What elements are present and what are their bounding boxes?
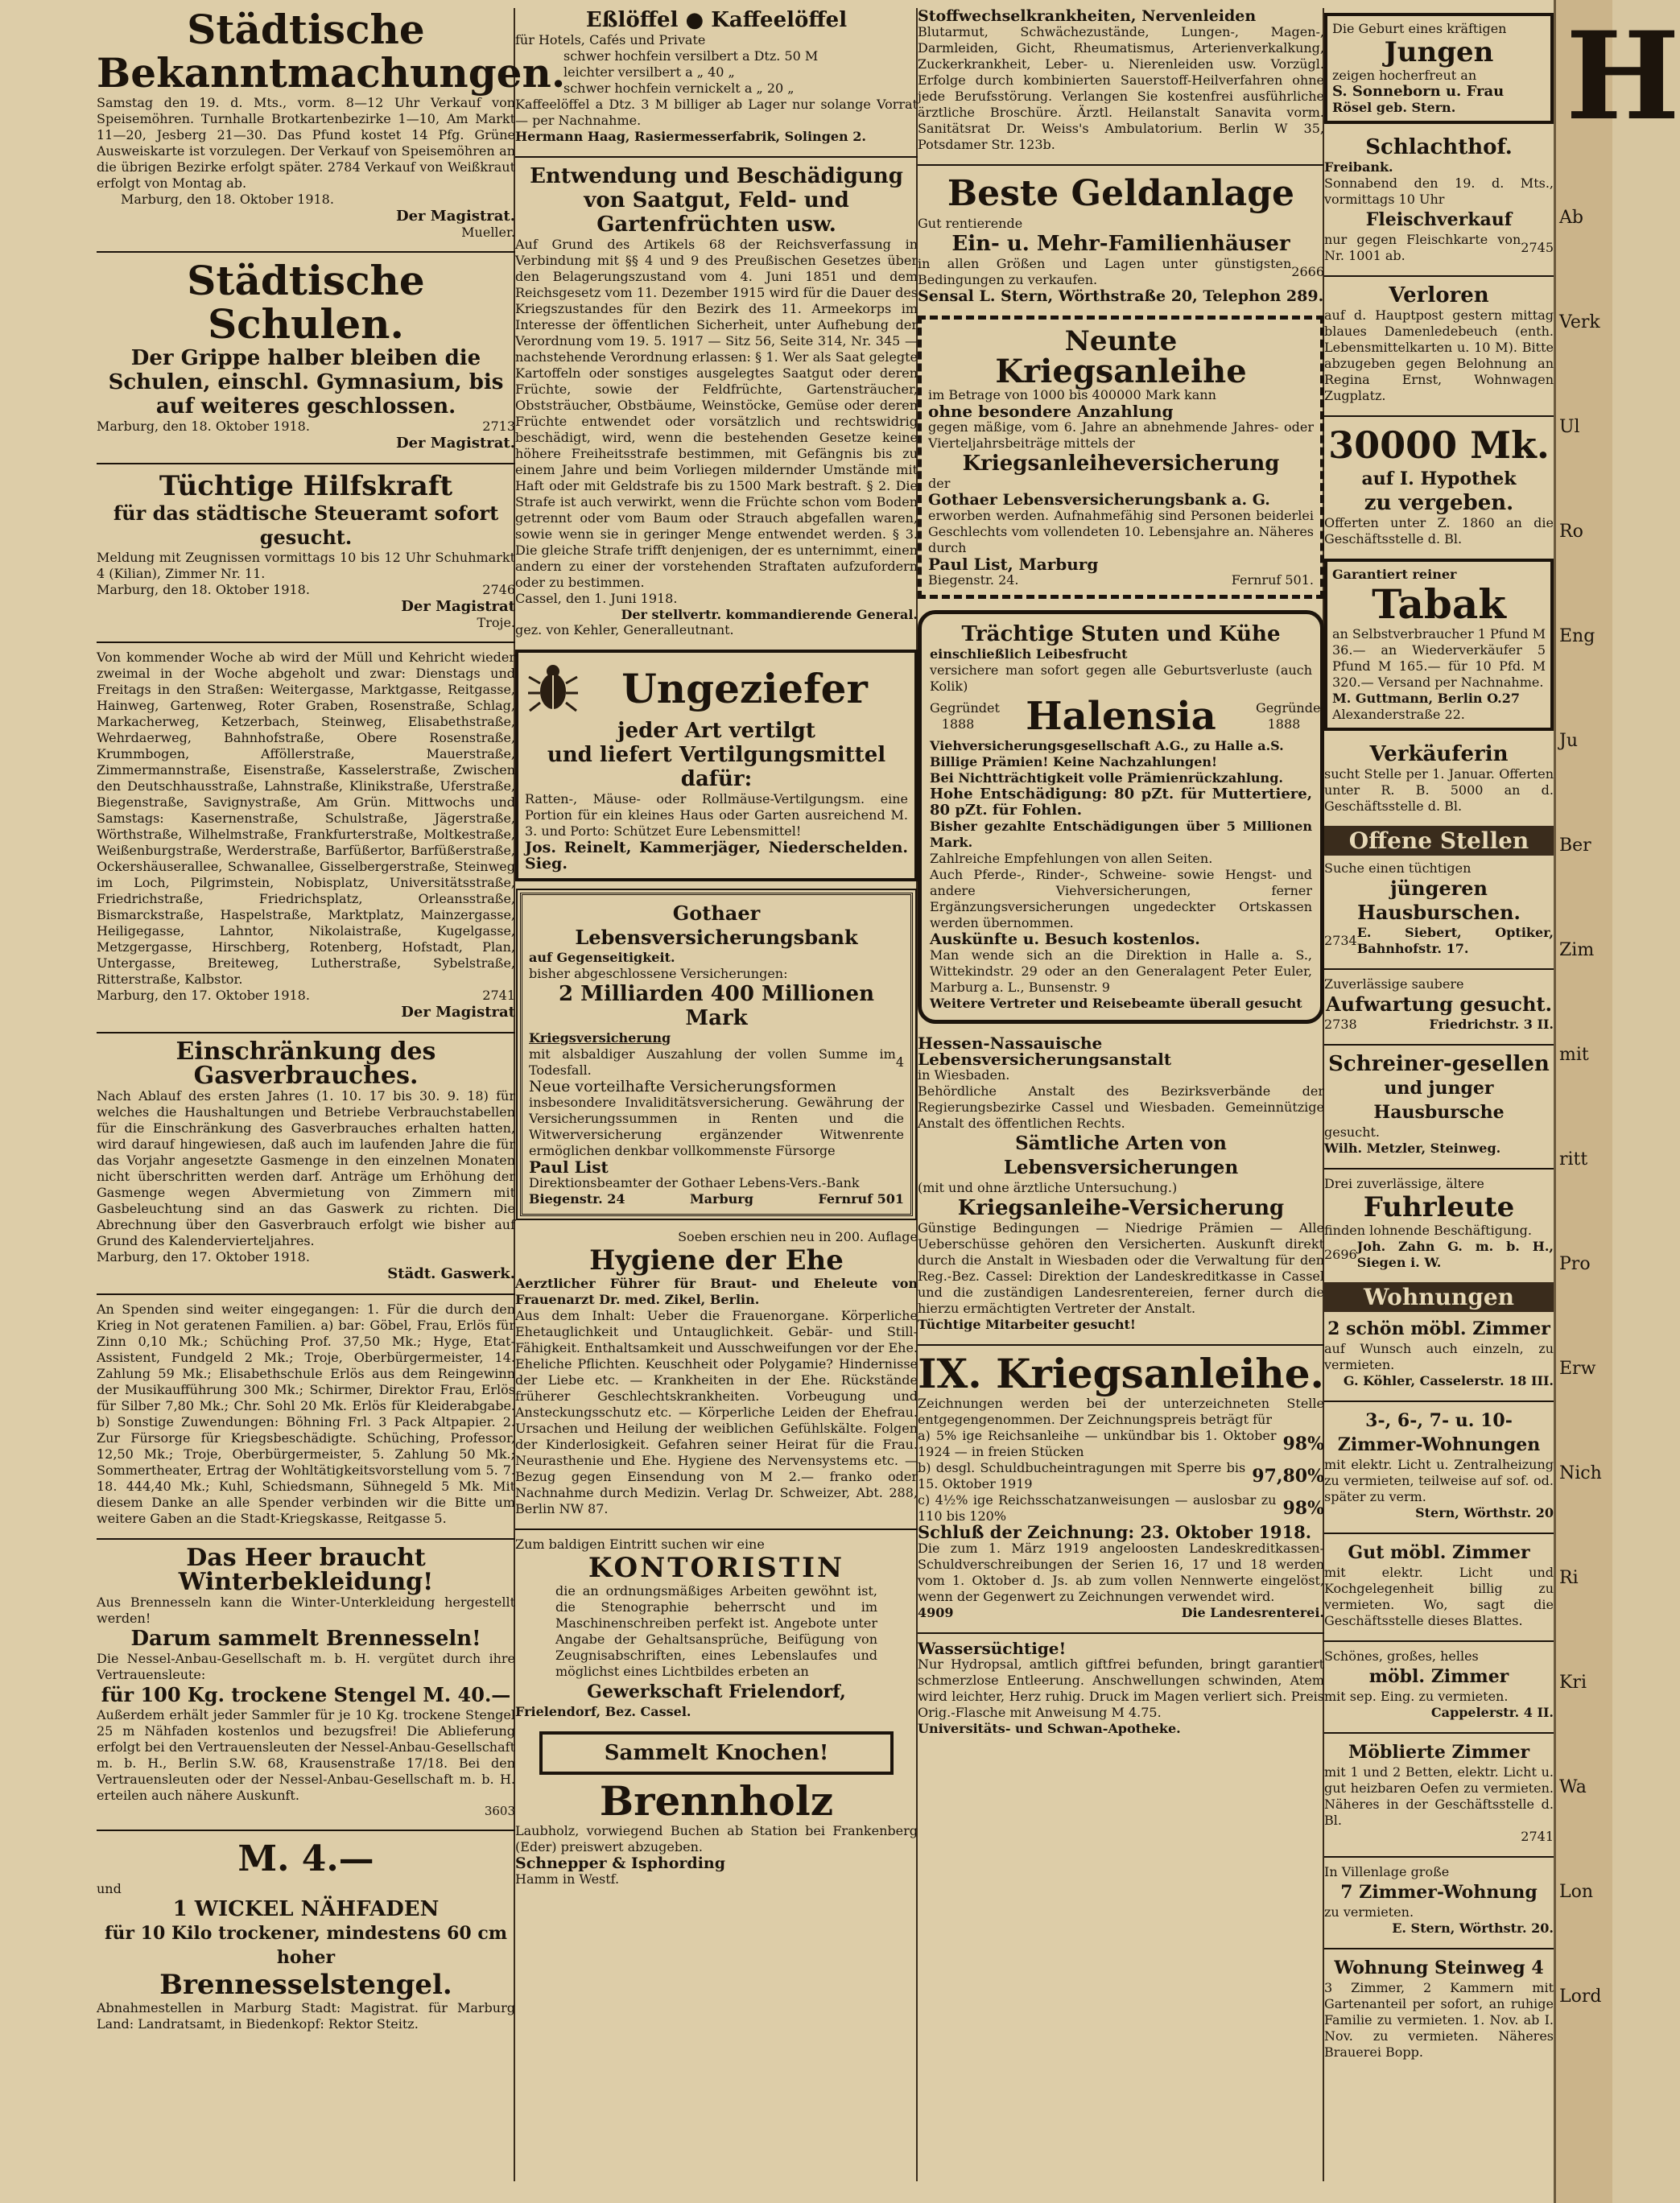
ad-number: 4909 <box>918 1605 954 1620</box>
notice-staedtische-schulen <box>97 259 515 452</box>
agent-title: Direktionsbeamter der Gothaer Lebens-Vers.-Bank <box>529 1175 860 1190</box>
ad-title: möbl. Zimmer <box>1368 1666 1509 1687</box>
ad-body: mit elektr. Licht u. Zentralheizung zu vermieten, teilweise auf sof. od. später zu verm. <box>1324 1457 1554 1504</box>
signature-name: gez. von Kehler, Generalleutnant. <box>515 622 734 637</box>
ad-zimmer-4 <box>1324 1648 1554 1721</box>
ad-title-3: Kriegsanleiheversicherung <box>962 452 1280 476</box>
company-name: Halensia <box>1026 694 1216 739</box>
column-1 <box>97 6 566 2044</box>
notice-subtitle: Der Grippe halber bleiben die Schulen, einschl. Gymnasium, bis auf weiteres geschlossen. <box>108 346 504 419</box>
ad-firm: Joh. Zahn G. m. b. H., Siegen i. W. <box>1356 1239 1554 1270</box>
ad-title: Jungen <box>1384 36 1494 68</box>
ad-body: Ratten-, Mäuse- oder Rollmäuse-Vertilgungsm. eine Portion für ein kleines Haus oder Garten ausreichend M. 3. und Porto: Schützet Eure Lebensmittel! <box>525 791 908 839</box>
ad-names: S. Sonneborn u. Frau <box>1332 83 1505 100</box>
ad-stoffwechsel <box>918 8 1324 153</box>
notice-body: Nach Ablauf des ersten Jahres (1. 10. 17 bis 30. 9. 18) für welches die Haushaltungen und Betriebe Verbrauchstabellen für die Einschränkung des Gasverbrauches erhalten hatten, wird darauf hingewiesen, daß auch im laufenden Jahre die für das Vorjahr angesetzte Gasmenge in den einzelnen Monaten nicht überschritten werden darf. Anträge um Erhöhung der Gasmenge wegen Abvermietung von Zimmern mit Gasbeleuchtung sind an das Gaswerk zu richten. Die Abrechnung über den Gasverbrauch erfolgt wie bisher auf Grund des Kalendervierteljahres. <box>97 1088 515 1248</box>
ad-number: 2666 <box>1291 264 1324 279</box>
ad-title: Aufwartung gesucht. <box>1326 992 1552 1016</box>
divider <box>1324 1401 1554 1402</box>
divider <box>1324 1168 1554 1170</box>
rate-value: 98% <box>1282 1498 1324 1519</box>
ad-firm: E. Siebert, Optiker, Bahnhofstr. 17. <box>1356 925 1554 956</box>
notice-body: Meldung mit Zeugnissen vormittags 10 bis 12 Uhr Schuhmarkt 4 (Kilian), Zimmer Nr. 11. <box>97 550 515 581</box>
adjacent-page-fragment: Pro <box>1559 1254 1591 1274</box>
place-date: Marburg, den 17. Oktober 1918. <box>97 988 310 1003</box>
divider <box>97 1293 515 1295</box>
ad-line: Hohe Entschädigung: 80 pZt. für Muttertiere, 80 pZt. für Fohlen. <box>930 786 1312 819</box>
ad-number: 4 <box>895 1054 904 1070</box>
ad-amount: 30000 Mk. <box>1328 423 1550 467</box>
ad-number: 2741 <box>1521 1829 1554 1844</box>
column-3 <box>918 8 1324 1748</box>
signature: Städt. Gaswerk. <box>387 1265 515 1282</box>
ad-title: 3-, 6-, 7- u. 10-Zimmer-Wohnungen <box>1337 1410 1541 1455</box>
ad-title: zu vergeben. <box>1364 491 1514 515</box>
price-row: schwer hochfein vernickelt a „ 20 „ <box>563 80 795 96</box>
ad-body: zeigen hocherfreut an <box>1332 68 1477 83</box>
ad-body: mit sep. Eing. zu vermieten. <box>1324 1689 1509 1704</box>
ad-body-2: insbesondere Invaliditätsversicherung. Gewährung der Versicherungssummen in Renten und die Witwerversicherung ergänzender Witwenrente ermöglichen denkbar vollkommenste Fürsorge <box>529 1095 904 1158</box>
ad-title: Fuhrleute <box>1363 1191 1515 1223</box>
ad-body-2: Die zum 1. März 1919 angeloosten Landeskreditkassen-Schuldverschreibungen der Serien 16, 17 und 18 werden vom 1. Oktober d. Js. ab zum vollen Nennwerte eingelöst, wenn der Gegenwert zu Zeichnungen verwendet wird. <box>918 1541 1324 1604</box>
ad-subtitle-2: und liefert Vertilgungsmittel dafür: <box>547 743 886 791</box>
agent-phone: Fernruf 501. <box>1231 572 1314 588</box>
signature: Der Magistrat <box>401 598 515 615</box>
agent-name: Paul List, Marburg <box>928 555 1099 574</box>
ad-title: Trächtige Stuten und Kühe <box>961 622 1281 646</box>
ad-line: Bei Nichtträchtigkeit volle Prämienrückzahlung. <box>930 770 1283 786</box>
ad-firm-address: Frielendorf, Bez. Cassel. <box>515 1704 691 1719</box>
notice-number: 2741 <box>482 988 515 1003</box>
ad-title: Möblierte Zimmer <box>1348 1742 1530 1763</box>
ad-subtitle: für Hotels, Cafés und Private <box>515 32 706 47</box>
ad-city: in Wiesbaden. <box>918 1067 1010 1083</box>
notice-gasverbrauch <box>97 1040 515 1282</box>
ad-subtitle: Behördliche Anstalt des Bezirksverbände der Regierungsbezirke Cassel und Wiesbaden. Gemeinnützige Anstalt des öffentlichen Rechts. <box>918 1083 1324 1131</box>
ad-pre: Garantiert reiner <box>1332 567 1457 582</box>
ad-title: Gut möbl. Zimmer <box>1348 1542 1530 1563</box>
divider <box>918 1344 1324 1346</box>
signature: Der Magistrat. <box>396 435 515 452</box>
adjacent-page-fragment: mit <box>1559 1045 1589 1065</box>
ad-subtitle: auf I. Hypothek <box>1361 468 1517 489</box>
ad-body: Günstige Bedingungen — Niedrige Prämien — Alle Ueberschüsse gehören den Versicherten. Auskunft direkt durch die Anstalt in Wiesbaden oder die Verwaltung für den Reg.-Bez. Cassel: Direktion der Landeskreditkasse in Cassel und die zuständigen Landesrentereien, ferner durch die hierzu ermächtigten Vertreter der Anstalt. <box>918 1220 1324 1316</box>
ad-names-2: Rösel geb. Stern. <box>1332 100 1456 115</box>
ad-price: M. 4.— <box>237 1838 374 1879</box>
ad-title: 2 schön möbl. Zimmer <box>1327 1318 1550 1339</box>
ad-title: Neunte <box>1064 325 1178 357</box>
divider <box>1324 1948 1554 1949</box>
adjacent-page-edge <box>1554 0 1680 2203</box>
ad-pre: Zuverlässige saubere <box>1324 976 1464 992</box>
ad-firm: Sensal L. Stern, Wörthstraße 20, Telephon 289. <box>918 287 1324 305</box>
divider <box>97 1830 515 1831</box>
ad-subtitle: Aerztlicher Führer für Braut- und Eheleute von Frauenarzt Dr. med. Zikel, Berlin. <box>515 1276 918 1307</box>
ad-footer: Universitäts- und Schwan-Apotheke. <box>918 1721 1181 1736</box>
ad-address: Friedrichstr. 3 II. <box>1429 1017 1554 1032</box>
ad-title: Tabak <box>1372 580 1506 628</box>
ad-firm: Hermann Haag, Rasiermesserfabrik, Solingen 2. <box>515 129 866 144</box>
divider <box>1324 1044 1554 1046</box>
ad-bank: Gothaer Lebensversicherungsbank a. G. <box>928 491 1270 509</box>
ad-winterbekleidung <box>97 1546 515 1818</box>
ad-title: Das Heer braucht Winterbekleidung! <box>178 1544 434 1596</box>
ad-fuhrleute <box>1324 1176 1554 1271</box>
ad-new: Neue vorteilhafte Versicherungsformen <box>529 1078 836 1095</box>
rate-label: c) 4½% ige Reichsschatzanweisungen — auslosbar zu 110 bis 120% <box>918 1492 1277 1524</box>
notice-spenden <box>97 1302 515 1527</box>
ad-address: Cappelerstr. 4 II. <box>1430 1705 1554 1720</box>
ad-brennholz <box>515 1777 918 1887</box>
ad-city: Hamm in Westf. <box>515 1871 620 1887</box>
ad-body: sucht Stelle per 1. Januar. Offerten unter R. B. 5000 an d. Geschäftsstelle d. Bl. <box>1324 766 1554 814</box>
ad-ungeziefer <box>515 650 918 881</box>
ad-body: Zeichnungen werden bei der unterzeichneten Stelle entgegengenommen. Der Zeichnungspreis beträgt für <box>918 1396 1324 1427</box>
divider <box>97 642 515 643</box>
ad-title: Wohnung Steinweg 4 <box>1334 1958 1544 1978</box>
rate-value: 97,80% <box>1252 1466 1324 1487</box>
agent-phone: Fernruf 501 <box>818 1191 904 1207</box>
ad-body: gesucht. <box>1324 1124 1381 1140</box>
ad-body: auf Wunsch auch einzeln, zu vermieten. <box>1324 1341 1554 1372</box>
ad-title-2: Kriegsanleihe <box>995 353 1247 390</box>
notice-muellabfuhr <box>97 650 515 1021</box>
ad-neunte-kriegsanleihe <box>918 316 1324 599</box>
adjacent-page-fragment: Nich <box>1559 1463 1602 1483</box>
ad-title: Gothaer Lebensversicherungsbank <box>575 901 858 949</box>
notice-title: Tüchtige Hilfskraft <box>159 470 453 502</box>
ad-title-2: Darum sammelt Brennesseln! <box>130 1627 481 1651</box>
rate-label: a) 5% ige Reichsanleihe — unkündbar bis 1. Oktober 1924 — in freien Stücken <box>918 1428 1277 1459</box>
ad-number: 2734 <box>1324 933 1357 948</box>
ad-verloren <box>1324 283 1554 404</box>
ad-zimmer-5 <box>1324 1740 1554 1845</box>
adjacent-page-fragment: Zim <box>1559 940 1595 960</box>
divider <box>1324 275 1554 277</box>
divider <box>918 164 1324 166</box>
ad-tabak <box>1324 559 1554 731</box>
ad-address: E. Stern, Wörthstr. 20. <box>1392 1920 1554 1936</box>
ad-body: 3 Zimmer, 2 Kammern mit Gartenanteil per sofort, an ruhige Familie zu vermieten. 1. Nov. ab I. Nov. zu vermieten. Näheres Brauerei Bopp. <box>1324 1980 1554 2060</box>
ad-body: Nur Hydropsal, amtlich giftfrei befunden, bringt garantiert schmerzlose Entleerung. Anschwellungen schwinden, Atem wird leichter, Herz ruhig. Druck im Magen verliert sich. Preis Orig.-Flasche mit Anweisung M 4.75. <box>918 1656 1324 1720</box>
ad-body-2: Außerdem erhält jeder Sammler für je 10 Kg. trockene Stengel 25 m Nähfaden kostenlos und bezugsfrei! Die Ablieferung erfolgt bei den Vertrauensleuten der Nessel-Anbau-Gesellschaft m. b. H., Berlin S.W. 68, Krausenstraße 17/18. Bei den Vertrauensleuten oder der Nessel-Anbau-Gesellschaft m. b. H. erteilen auch nähere Auskunft. <box>97 1707 515 1803</box>
notice-staedtische-bekanntmachungen <box>97 6 566 240</box>
adjacent-page-fragment: Kri <box>1559 1673 1587 1693</box>
ad-hypothek <box>1324 423 1554 547</box>
ad-title: Beste Geldanlage <box>947 173 1295 214</box>
ad-aufwartung <box>1324 976 1554 1033</box>
signature-name: Troje. <box>477 615 515 630</box>
ad-subtitle: und junger Hausbursche <box>1373 1078 1505 1123</box>
adjacent-page-fragment: Wa <box>1559 1777 1587 1797</box>
divider <box>515 156 918 158</box>
adjacent-page-fragment: Lord <box>1559 1986 1602 2007</box>
divider <box>97 463 515 464</box>
notice-body: Samstag den 19. d. Mts., vorm. 8—12 Uhr Verkauf von Speisemöhren. Turnhalle Brotkartenbezirke 1—10, Am Markt 11—20, Jesberg 21—30. Das Pfund kostet 14 Pfg. Grüne Ausweiskarte ist vorzulegen. Der Verkauf von Speisemöhren an die übrigen Bezirke erfolgt später. 2784 Verkauf von Weißkraut erfolgt von Montag ab. <box>97 95 515 191</box>
ad-line: Auskünfte u. Besuch kostenlos. <box>930 930 1200 948</box>
adjacent-page-fragment: Ab <box>1559 208 1583 228</box>
ad-body: mit 1 und 2 Betten, elektr. Licht u. gut heizbaren Oefen zu vermieten. Näheres in der Geschäftsstelle d. Bl. <box>1324 1764 1554 1828</box>
ad-essloeffel <box>515 8 918 145</box>
ad-title: Schlachthof. <box>1365 135 1513 159</box>
divider <box>1324 1640 1554 1642</box>
ad-title: Eßlöffel ● Kaffeelöffel <box>585 8 848 32</box>
ad-title-2: Fleischverkauf <box>1365 209 1513 230</box>
ad-number: 2745 <box>1521 240 1554 255</box>
place-date: Marburg, den 18. Oktober 1918. <box>121 192 334 207</box>
ad-pre: bisher abgeschlossene Versicherungen: <box>529 966 788 981</box>
ad-connector: und <box>97 1881 122 1896</box>
founded-left: Gegründet 1888 <box>930 700 1000 732</box>
ad-line: Bisher gezahlte Entschädigungen über 5 Millionen Mark. <box>930 819 1312 850</box>
ad-body: auf d. Hauptpost gestern mittag blaues Damenledebeuch (enth. Lebensmittelkarten u. 10 M). Bitte abzugeben gegen Belohnung an Regina Ernst, Wohnwagen Zugplatz. <box>1324 307 1554 403</box>
ad-line-3: Brennesselstengel. <box>159 1969 452 2001</box>
place-date: Cassel, den 1. Juni 1918. <box>515 591 678 606</box>
ad-kv: Kriegsversicherung <box>529 1030 671 1046</box>
place-date: Marburg, den 18. Oktober 1918. <box>97 582 310 597</box>
notice-body: An Spenden sind weiter eingegangen: 1. Für die durch den Krieg in Not geratenen Familien. a) bar: Göbel, Frau, Erlös für Zinn 0,10 Mk.; Schüching Prof. 37,50 Mk.; Hyge, Etat-Assistent, Fundgeld 2 Mk.; Troje, Oberbürgermeister, 14. Zahlung 59 Mk.; Elisabethschule Erlös aus dem Reingewinn der Musikaufführung 300 Mk.; Schirmer, Direktor Frau, Erlös für Silber 7,80 Mk.; Chr. Sohl 20 Mk. Erlös für Kleiderabgabe. b) Sonstige Zuwendungen: Böhning Frl. 3 Pack Altpapier. 2. Zur Fürsorge für Kriegsbeschädigte. Schüching, Professor, 12,50 Mk.; Troje, Oberbürgermeister, 5. Zahlung 50 Mk.; Sommertheater, Ertrag der Wohltätigkeitsvorstellung vom 5. 7. 18. 444,40 Mk.; Kuhl, Schiedsmann, Sühnegeld 5 Mk. Mit diesem Danke an alle Spender verbinden wir die Bitte um weitere Gaben an die Stadt-Kriegskasse, Reitgasse 5. <box>97 1302 515 1526</box>
ad-gothaer <box>520 893 913 1216</box>
ad-kontoristin <box>515 1537 918 1720</box>
ad-title: Stoffwechselkrankheiten, Nervenleiden <box>918 7 1257 25</box>
ad-pre: In Villenlage große <box>1324 1864 1450 1879</box>
signature: Der stellvertr. kommandierende General. <box>621 607 918 622</box>
ad-firm: Gewerkschaft Frielendorf, <box>587 1681 846 1702</box>
ad-title: Hygiene der Ehe <box>589 1244 844 1277</box>
ad-title: Brennholz <box>599 1777 834 1825</box>
ad-pre: Soeben erschien neu in 200. Auflage <box>678 1229 918 1244</box>
ad-number: 2696 <box>1324 1247 1357 1262</box>
divider <box>1324 415 1554 417</box>
agent-city: Marburg <box>689 1191 753 1207</box>
notice-title: Städtische Bekanntmachungen. <box>97 6 566 97</box>
ad-body: die an ordnungsmäßiges Arbeiten gewöhnt ist, die Stenographie beherrscht und im Maschinenschreiben perfekt ist. Angebote unter Angabe der Gehaltsansprüche, Beifügung von Zeugnisabschriften, eines Lebenslaufes und möglichst eines Lichtbildes erbeten an <box>555 1583 877 1679</box>
ad-body: versichere man sofort gegen alle Geburtsverluste (auch Kolik) <box>930 662 1312 694</box>
ad-title: jüngeren Hausburschen. <box>1357 877 1521 924</box>
ad-subtitle: Freibank. <box>1324 159 1393 175</box>
ad-title-2: Sämtliche Arten von Lebensversicherungen <box>1003 1132 1239 1178</box>
ad-zimmer-3 <box>1324 1541 1554 1629</box>
ad-body: finden lohnende Beschäftigung. <box>1324 1223 1532 1238</box>
ad-footer: Tüchtige Mitarbeiter gesucht! <box>918 1317 1136 1332</box>
agent-address: Biegenstr. 24 <box>529 1191 625 1207</box>
ad-body-2: nur gegen Fleischkarte von Nr. 1001 ab. <box>1324 232 1521 263</box>
ad-footer: Abnahmestellen in Marburg Stadt: Magistrat. für Marburg Land: Landratsamt, in Biedenkopf: Rektor Steitz. <box>97 2000 515 2032</box>
place-date: Marburg, den 18. Oktober 1918. <box>97 419 310 434</box>
adjacent-page-fragment: Erw <box>1559 1359 1596 1379</box>
adjacent-page-fragment: Lon <box>1559 1882 1594 1902</box>
ad-address: Stern, Wörthstr. 20 <box>1415 1505 1554 1520</box>
ad-close-date: Schluß der Zeichnung: 23. Oktober 1918. <box>918 1522 1311 1542</box>
divider <box>1324 1732 1554 1734</box>
ad-connector: der <box>928 476 951 491</box>
ad-body: in allen Größen und Lagen unter günstigsten Bedingungen zu verkaufen. <box>918 256 1292 287</box>
notice-subtitle: für das städtische Steueramt sofort gesucht. <box>113 501 499 549</box>
ad-address: Alexanderstraße 22. <box>1332 707 1465 722</box>
signature: Die Landesrenterei. <box>1181 1605 1324 1620</box>
company-type: Viehversicherungsgesellschaft A.G., zu Halle a.S. <box>930 738 1284 753</box>
notice-hilfskraft <box>97 471 515 630</box>
column-4 <box>1324 8 1554 2072</box>
ad-title: IX. Kriegsanleihe. <box>918 1350 1324 1397</box>
rate-value: 98% <box>1282 1434 1324 1454</box>
ad-naehfaden <box>97 1838 515 2032</box>
agent-address: Biegenstr. 24. <box>928 572 1019 588</box>
ad-knochen <box>539 1731 894 1775</box>
ad-body: Sonnabend den 19. d. Mts., vormittags 10 Uhr <box>1324 175 1554 207</box>
ad-subtitle: jeder Art vertilgt <box>617 719 815 743</box>
adjacent-page-fragment: Verk <box>1559 312 1600 332</box>
ad-subtitle: ohne besondere Anzahlung <box>928 402 1174 421</box>
ad-firm: M. Guttmann, Berlin O.27 <box>1332 691 1520 706</box>
ad-subtitle: Aus Brennesseln kann die Winter-Unterkleidung hergestellt werden! <box>97 1594 515 1626</box>
ad-title: Sammelt Knochen! <box>604 1741 829 1765</box>
ad-pre: Schönes, großes, helles <box>1324 1648 1479 1664</box>
ad-body: Laubholz, vorwiegend Buchen ab Station bei Frankenberg (Eder) preiswert abzugeben. <box>515 1823 918 1854</box>
divider <box>1324 968 1554 970</box>
ad-number: 2738 <box>1324 1017 1357 1032</box>
ad-wassersuechtige <box>918 1640 1324 1737</box>
agent-name: Paul List <box>529 1157 609 1177</box>
notice-number: 2713 <box>482 419 515 434</box>
ad-hausbursche <box>1324 860 1554 957</box>
ad-body-2: gegen mäßige, vom 6. Jahre an abnehmende Jahres- oder Vierteljahrsbeiträge mittels der <box>928 419 1314 451</box>
ad-firm: Wilh. Metzler, Steinweg. <box>1324 1141 1501 1156</box>
price-row: leichter versilbert a „ 40 „ <box>563 64 735 80</box>
divider <box>1324 1533 1554 1534</box>
divider <box>97 251 515 253</box>
ad-halensia <box>918 610 1324 1024</box>
ad-body: zu vermieten. <box>1324 1904 1414 1920</box>
divider <box>918 1632 1324 1634</box>
notice-title: Entwendung und Beschädigung von Saatgut, Feld- und Gartenfrüchten usw. <box>530 164 903 237</box>
ad-line-2: für 10 Kilo trockener, mindestens 60 cm hoher <box>104 1923 508 1968</box>
ad-ix-kriegsanleihe <box>918 1352 1324 1621</box>
ad-body: an Selbstverbraucher 1 Pfund M 36.— an Wiederverkäufer 5 Pfund M 165.— für 10 Pfd. M 320.— Versand per Nachnahme. <box>1332 626 1546 690</box>
ad-amount: 2 Milliarden 400 Millionen Mark <box>559 982 874 1030</box>
ad-body: mit elektr. Licht und Kochgelegenheit billig zu vermieten. Wo, sagt die Geschäftsstelle dieses Blattes. <box>1324 1565 1554 1628</box>
ad-title: 7 Zimmer-Wohnung <box>1340 1882 1538 1903</box>
adjacent-page-fragment: Ju <box>1559 731 1578 751</box>
ad-villa <box>1324 1864 1554 1937</box>
ad-pre: Zum baldigen Eintritt suchen wir eine <box>515 1537 765 1552</box>
ad-firm: Schnepper & Isphording <box>515 1854 726 1872</box>
notice-body: Auf Grund des Artikels 68 der Reichsverfassung in Verbindung mit §§ 4 und 9 des Preußischen Gesetzes über den Belagerungszustand vom 4. Juni 1851 und dem Reichsgesetz vom 11. Dezember 1915 wird für die Dauer des Kriegszustandes für den Bezirk des 11. Armeekorps im Interesse der öffentlichen Sicherheit, unter Aufhebung der Verordnung vom 19. 5. 1917 — Sitz 56, Seite 314, Nr. 345 — nachstehende Verordnung erlassen: § 1. Wer als Saat gelegte Kartoffeln oder sonstiges ausgelegtes Saatgut oder deren Früchte, sowie der Feldfrüchte, Gartensträucher, Obststräucher, Obstbäume, Weinstöcke, Gemüse oder deren Früchte entwendet oder vorsätzlich und rechtswidrig beschädigt, wird, wenn die bestehenden Gesetze keine höhere Freiheitsstrafe bestimmen, mit Gefängnis bis zu einem Jahre und beim Vorliegen mildernder Umstände mit Haft oder mit Geldstrafe bis zu 1500 Mark bestraft. § 2. Die Strafe ist auch verwirkt, wenn die Früchte schon vom Boden getrennt oder vom Baum oder Strauch abgefallen waren, sowie wenn sie in geringer Menge entwendet werden. § 3. Die gleiche Strafe trifft denjenigen, der es unternimmt, einen andern zu einer der vorstehenden Straftaten aufzufordern oder zu bestimmen. <box>515 237 918 590</box>
ad-geldanlage <box>918 172 1324 304</box>
place-date: Marburg, den 17. Oktober 1918. <box>97 1249 310 1264</box>
ad-body: Offerten unter Z. 1860 an die Geschäftsstelle d. Bl. <box>1324 515 1554 547</box>
ad-body: im Betrage von 1000 bis 400000 Mark kann <box>928 387 1216 402</box>
adjacent-page-fragment: Eng <box>1559 626 1595 646</box>
divider <box>1324 1856 1554 1858</box>
ad-body: Aus dem Inhalt: Ueber die Frauenorgane. Körperliche Ehetauglichkeit und Untauglichkeit. Gebär- und Still-Fähigkeit. Enthaltsamkeit und Ausschweifungen vor der Ehe. Eheliche Pflichten. Keuschheit oder Polygamie? Hindernisse der Liebe etc. — Krankheiten in der Ehe. Rückstände früherer Geschlechtskrankheiten. Vorbeugung und Ansteckungsschutz etc. — Körperliche Leiden der Ehefrau. Ursachen und Heilung der weiblichen Gefühlskälte. Folgen der Kinderlosigkeit. Gefahren seiner Heirat für die Frau. Neurasthenie und Ehe. Hygiene des Nervensystems etc. — Bezug gegen Einsendung von M 2.— franko oder Nachnahme durch Medizin. Verlag Dr. Schweizer, Abt. 288, Berlin NW 87. <box>515 1308 918 1516</box>
ad-body-3: erworben werden. Aufnahmefähig sind Personen beiderlei Geschlechts vom vollendeten 10. Lebensjahre an. Näheres durch <box>928 508 1314 555</box>
bug-icon <box>525 659 581 719</box>
ad-mid: (mit und ohne ärztliche Untersuchung.) <box>918 1180 1178 1195</box>
notice-title: Einschränkung des Gasverbrauches. <box>175 1038 436 1090</box>
ad-title: Wassersüchtige! <box>918 1639 1067 1658</box>
ad-subtitle: Ein- u. Mehr-Familienhäuser <box>951 232 1290 256</box>
section-offene-stellen: Offene Stellen <box>1324 826 1554 856</box>
ad-schlachthof <box>1324 135 1554 264</box>
ad-line-1: 1 WICKEL NÄHFADEN <box>172 1897 440 1921</box>
divider <box>97 1032 515 1033</box>
ad-pre: Suche einen tüchtigen <box>1324 860 1472 876</box>
ad-zimmer-1 <box>1324 1317 1554 1389</box>
divider <box>97 1538 515 1540</box>
ad-zimmer-2 <box>1324 1409 1554 1521</box>
ad-line: Weitere Vertreter und Reisebeamte überall gesucht <box>930 996 1302 1011</box>
ad-title: Ungeziefer <box>621 665 868 712</box>
ad-title-3: Kriegsanleihe-Versicherung <box>957 1196 1285 1220</box>
ad-pre: Die Geburt eines kräftigen <box>1332 21 1507 36</box>
founded-right: Gegründet 1888 <box>1255 700 1326 732</box>
ad-hessen-nassau <box>918 1035 1324 1333</box>
notice-saatgut <box>515 164 918 638</box>
ad-hygiene <box>515 1229 918 1517</box>
section-wohnungen: Wohnungen <box>1324 1282 1554 1312</box>
ad-line: Zahlreiche Empfehlungen von allen Seiten. <box>930 851 1213 866</box>
ad-steinweg <box>1324 1956 1554 2061</box>
ad-title: Schreiner-gesellen <box>1328 1052 1550 1076</box>
ad-title: Hessen-Nassauische Lebensversicherungsanstalt <box>918 1033 1172 1069</box>
ad-address: G. Köhler, Casselerstr. 18 III. <box>1343 1373 1554 1388</box>
ad-title: Verkäuferin <box>1369 742 1509 766</box>
signature: Der Magistrat. <box>396 208 515 225</box>
adjacent-page-fragment: Ri <box>1559 1568 1579 1588</box>
ad-pre: Drei zuverlässige, ältere <box>1324 1176 1484 1191</box>
ad-title: Verloren <box>1389 283 1489 307</box>
price-row: schwer hochfein versilbert a Dtz. 50 M <box>563 48 819 64</box>
adjacent-page-fragment: ritt <box>1559 1149 1588 1170</box>
ad-body: Die Nessel-Anbau-Gesellschaft m. b. H. vergütet durch ihre Vertrauensleute: <box>97 1651 515 1682</box>
notice-number: 2746 <box>482 582 515 597</box>
ad-body: Blutarmut, Schwächezustände, Lungen-, Magen-, Darmleiden, Gicht, Rheumatismus, Arterienverkalkung, Zuckerkrankheit, Leber- u. Nierenleiden usw. Vorzügl. Erfolge durch kombinierten Sauerstoff-Heilverfahren ohne jede Berufsstörung. Verlangen Sie kostenfrei ausführliche ärztliche Broschüre. Ärztl. Heilanstalt Sanavita vorm. Sanitätsrat Dr. Weiss's Ambulatorium. Berlin W 35, Potsdamer Str. 123b. <box>918 24 1324 152</box>
column-2 <box>515 8 918 1899</box>
ad-schreiner <box>1324 1052 1554 1157</box>
adjacent-page-letter: H <box>1566 6 1680 147</box>
adjacent-page-fragment: Ber <box>1559 835 1591 856</box>
ad-title: KONTORISTIN <box>588 1552 845 1584</box>
notice-body: Von kommender Woche ab wird der Müll und Kehricht wieder zweimal in der Woche abgeholt und zwar: Dienstags und Freitags in den Straßen: Weitergasse, Marktgasse, Reitgasse, Hainweg, Gartenweg, Roter Graben, Rosenstraße, Schlag, Markacherweg, Ketzerbach, Steinweg, Elisabethstraße, Wehrdaerweg, Bahnhofstraße, Obere Rosenstraße, Krummbogen, Afföllerstraße, Mauerstraße, Zimmermannstraße, Eisenstraße, Kasselerstraße, Zwischen den Deutschhausstraße, Lahnstraße, Klinikstraße, Uferstraße, Biegenstraße, Savignystraße, Am Grün. Mittwochs und Samstags: Kasernenstraße, Schulstraße, Jägerstraße, Wörthstraße, Wilhelmstraße, Frankfurterstraße, Moltkestraße, Weißenburgstraße, Werderstraße, Barfüßertor, Barfüßerstraße, Ockershäuserallee, Schwanallee, Gisselbergerstraße, Steinweg im Loch, Pilgrimstein, Nobisplatz, Universitätsstraße, Friedrichstraße, Friedrichsplatz, Orleansstraße, Bismarckstraße, Haspelstraße, Marktplatz, Mainzergasse, Heiligegasse, Lahntor, Nikolaistraße, Kugelgasse, Metzgergasse, Hirschberg, Rotenberg, Hofstadt, Plan, Untergasse, Breiteweg, Lutherstraße, Sybelstraße, Ritterstraße, Kalbstor. <box>97 650 515 987</box>
ad-body-2: Auch Pferde-, Rinder-, Schweine- sowie Hengst- und andere Viehversicherungen, ferner Ergänzungsversicherungen ungedeckter Ortskassen werden übernommen. <box>930 867 1312 930</box>
ad-body: mit alsbaldiger Auszahlung der vollen Summe im Todesfall. <box>529 1046 896 1078</box>
ad-subtitle: auf Gegenseitigkeit. <box>529 950 675 965</box>
ad-firm: Jos. Reinelt, Kammerjäger, Niederschelden. Sieg. <box>525 839 908 873</box>
ad-subtitle: einschließlich Leibesfrucht <box>930 646 1128 662</box>
adjacent-page-fragment: Ul <box>1559 417 1580 437</box>
divider <box>515 1528 918 1530</box>
ad-pre: Gut rentierende <box>918 216 1023 231</box>
ad-price: für 100 Kg. trockene Stengel M. 40.— <box>101 1683 511 1706</box>
ad-geburt <box>1324 13 1554 124</box>
ad-body: Kaffeelöffel a Dtz. 3 M billiger ab Lager nur solange Vorrat — per Nachnahme. <box>515 97 918 128</box>
ad-body-3: Man wende sich an die Direktion in Halle a. S., Wittekindstr. 29 oder an den Generalagent Peter Euler, Marburg a. L., Bunsenstr. 9 <box>930 947 1312 995</box>
signature-name: Mueller. <box>461 225 515 240</box>
adjacent-page-fragment: Ro <box>1559 522 1583 542</box>
rate-label: b) desgl. Schuldbucheintragungen mit Sperre bis 15. Oktober 1919 <box>918 1460 1246 1491</box>
notice-title: Städtische Schulen. <box>187 257 425 348</box>
ad-line: Billige Prämien! Keine Nachzahlungen! <box>930 754 1218 769</box>
signature: Der Magistrat <box>401 1004 515 1021</box>
ad-verkaeuferin <box>1324 742 1554 815</box>
ad-number: 3603 <box>484 1804 515 1818</box>
